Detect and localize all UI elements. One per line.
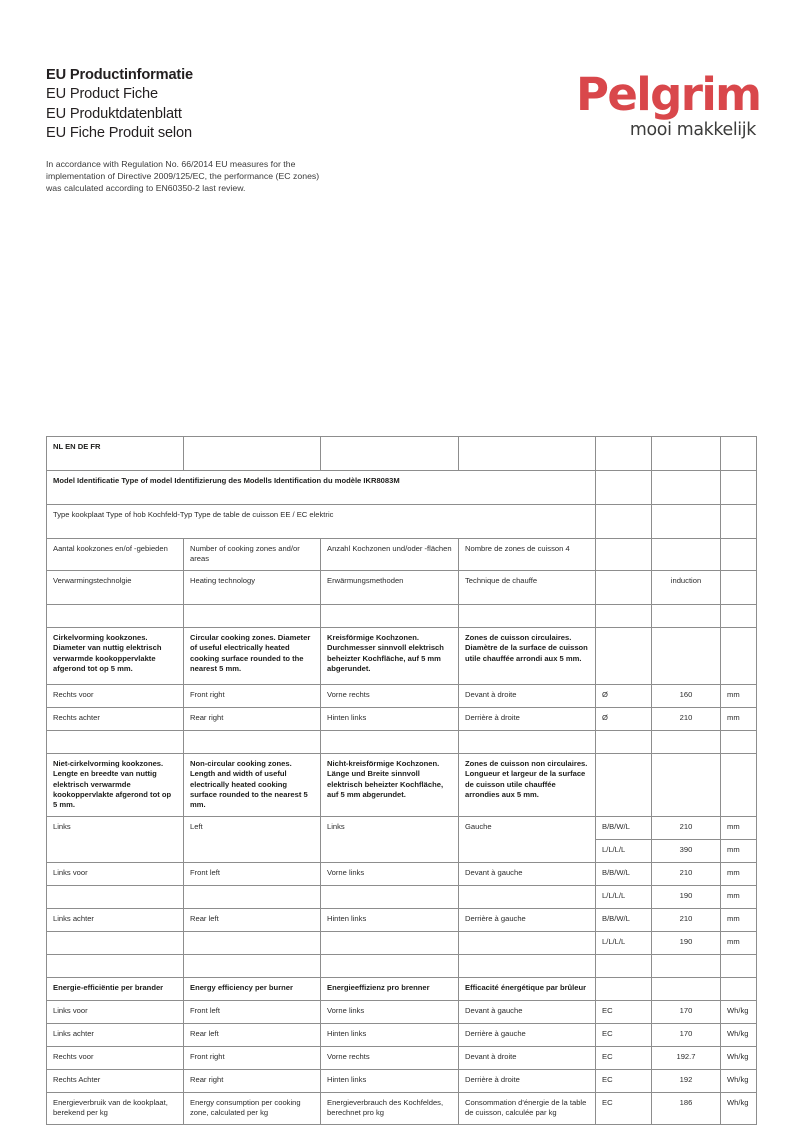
empty-cell (184, 931, 321, 954)
circular-row-0-fr: Devant à droite (459, 684, 596, 707)
empty-cell (652, 604, 721, 627)
empty-cell (459, 730, 596, 753)
empty-cell (721, 570, 757, 604)
efficiency-row-1-value: 170 (652, 1023, 721, 1046)
table-row-efficiency-front-right (47, 1046, 757, 1069)
efficiency-row-1-nl: Links achter (47, 1023, 184, 1046)
empty-cell (184, 954, 321, 977)
zones-label-fr: Nombre de zones de cuisson 4 (459, 539, 596, 571)
circular-header-nl: Cirkelvorming kookzones. Diameter van nuttig elektrisch verwarmde kookoppervlakte afgerond tot op 5 mm. (47, 627, 184, 684)
circular-row-0-nl: Rechts voor (47, 684, 184, 707)
zones-label-de: Anzahl Kochzonen und/oder -flächen (321, 539, 459, 571)
table-row-spacer (47, 730, 757, 753)
circular-row-0-en: Front right (184, 684, 321, 707)
efficiency-row-3-value: 192 (652, 1069, 721, 1092)
table-row-noncircular-left-width (47, 816, 757, 839)
title-line-nl: EU Productinformatie (46, 67, 194, 83)
empty-cell (459, 437, 596, 471)
efficiency-row-0-en: Front left (184, 1000, 321, 1023)
noncircular-row-0-de: Links (321, 816, 459, 862)
efficiency-row-1-symbol: EC (596, 1023, 652, 1046)
zones-label-nl: Aantal kookzones en/of -gebieden (47, 539, 184, 571)
efficiency-row-2-de: Vorne rechts (321, 1046, 459, 1069)
empty-cell (596, 471, 652, 505)
empty-cell (596, 604, 652, 627)
efficiency-header-nl: Energie-efficiëntie per brander (47, 977, 184, 1000)
efficiency-row-1-de: Hinten links (321, 1023, 459, 1046)
efficiency-row-0-nl: Links voor (47, 1000, 184, 1023)
table-row-circular-zones-header (47, 627, 757, 684)
empty-cell (721, 627, 757, 684)
regulation-intro-text: In accordance with Regulation No. 66/2014 EU measures for the implementation of Directive 2009/125/EC, the performance (EC zones) was calculated according to EN60350-2 last review. (46, 159, 320, 194)
noncircular-row-2-fr: Derrière à gauche (459, 908, 596, 931)
efficiency-row-2-fr: Devant à droite (459, 1046, 596, 1069)
circular-header-en: Circular cooking zones. Diameter of useful electrically heated cooking surface rounded to the nearest 5 mm. (184, 627, 321, 684)
zones-label-en: Number of cooking zones and/or areas (184, 539, 321, 571)
noncircular-row-2-de: Hinten links (321, 908, 459, 931)
logo-wordmark: Pelgrim (576, 68, 761, 121)
table-row-efficiency-header (47, 977, 757, 1000)
noncircular-row-1-value-length: 190 (652, 885, 721, 908)
circular-row-1-symbol: Ø (596, 707, 652, 730)
circular-row-0-unit: mm (721, 684, 757, 707)
empty-cell (721, 539, 757, 571)
empty-cell (184, 730, 321, 753)
product-fiche-table (46, 436, 757, 1125)
product-fiche-table-wrapper (46, 436, 756, 1125)
empty-cell (596, 539, 652, 571)
title-line-de: EU Produktdatenblatt (46, 105, 182, 122)
noncircular-row-2-unit-width: mm (721, 908, 757, 931)
table-row-spacer (47, 604, 757, 627)
languages-header-cell: NL EN DE FR (47, 437, 184, 471)
efficiency-header-de: Energieeffizienz pro brenner (321, 977, 459, 1000)
noncircular-row-1-symbol-length: L/L/L/L (596, 885, 652, 908)
noncircular-row-0-en: Left (184, 816, 321, 862)
empty-cell (652, 505, 721, 539)
table-row-energy-consumption (47, 1092, 757, 1124)
empty-cell (459, 931, 596, 954)
empty-cell (596, 753, 652, 816)
efficiency-row-2-en: Front right (184, 1046, 321, 1069)
efficiency-row-0-de: Vorne links (321, 1000, 459, 1023)
noncircular-row-2-symbol-width: B/B/W/L (596, 908, 652, 931)
efficiency-row-4-value: 186 (652, 1092, 721, 1124)
table-row-noncircular-front-left-length (47, 885, 757, 908)
empty-cell (596, 954, 652, 977)
empty-cell (652, 437, 721, 471)
table-row-noncircular-rear-left-length (47, 931, 757, 954)
empty-cell (721, 977, 757, 1000)
noncircular-row-0-value-width: 210 (652, 816, 721, 839)
efficiency-header-en: Energy efficiency per burner (184, 977, 321, 1000)
empty-cell (721, 505, 757, 539)
empty-cell (47, 931, 184, 954)
heating-label-nl: Verwarmingstechnolgie (47, 570, 184, 604)
table-row-heating-technology (47, 570, 757, 604)
empty-cell (652, 471, 721, 505)
table-row-hob-type (47, 505, 757, 539)
noncircular-row-2-nl: Links achter (47, 908, 184, 931)
pelgrim-logo (576, 68, 761, 140)
empty-cell (321, 730, 459, 753)
empty-cell (652, 954, 721, 977)
empty-cell (321, 437, 459, 471)
empty-cell (47, 885, 184, 908)
empty-cell (721, 437, 757, 471)
noncircular-header-fr: Zones de cuisson non circulaires. Longueur et largeur de la surface de cuisson utile chauffée arrondies aux 5 mm. (459, 753, 596, 816)
empty-cell (184, 885, 321, 908)
table-row-noncircular-zones-header (47, 753, 757, 816)
efficiency-row-4-symbol: EC (596, 1092, 652, 1124)
efficiency-row-4-fr: Consommation d'énergie de la table de cuisson, calculée par kg (459, 1092, 596, 1124)
table-row-spacer (47, 954, 757, 977)
empty-cell (721, 954, 757, 977)
efficiency-row-3-unit: Wh/kg (721, 1069, 757, 1092)
noncircular-row-0-fr: Gauche (459, 816, 596, 862)
empty-cell (321, 954, 459, 977)
empty-cell (184, 437, 321, 471)
noncircular-row-1-en: Front left (184, 862, 321, 885)
circular-row-1-nl: Rechts achter (47, 707, 184, 730)
empty-cell (321, 885, 459, 908)
empty-cell (596, 730, 652, 753)
efficiency-row-2-value: 192.7 (652, 1046, 721, 1069)
efficiency-row-1-en: Rear left (184, 1023, 321, 1046)
circular-row-1-de: Hinten links (321, 707, 459, 730)
noncircular-row-1-nl: Links voor (47, 862, 184, 885)
noncircular-row-1-de: Vorne links (321, 862, 459, 885)
efficiency-row-0-value: 170 (652, 1000, 721, 1023)
table-row-circular-rear-right (47, 707, 757, 730)
title-line-fr: EU Fiche Produit selon (46, 125, 192, 142)
empty-cell (652, 539, 721, 571)
table-row-cooking-zones-count (47, 539, 757, 571)
efficiency-row-2-unit: Wh/kg (721, 1046, 757, 1069)
empty-cell (47, 604, 184, 627)
noncircular-row-1-value-width: 210 (652, 862, 721, 885)
empty-cell (184, 604, 321, 627)
table-row-languages (47, 437, 757, 471)
noncircular-row-0-symbol-width: B/B/W/L (596, 816, 652, 839)
noncircular-header-nl: Niet-cirkelvorming kookzones. Lengte en breedte van nuttig elektrisch verwarmde kookoppervlakte afgerond tot op 5 mm. (47, 753, 184, 816)
efficiency-row-3-nl: Rechts Achter (47, 1069, 184, 1092)
efficiency-row-4-nl: Energieverbruik van de kookplaat, berekend per kg (47, 1092, 184, 1124)
document-header (46, 66, 761, 226)
circular-row-1-en: Rear right (184, 707, 321, 730)
empty-cell (652, 730, 721, 753)
noncircular-row-1-unit-width: mm (721, 862, 757, 885)
empty-cell (721, 753, 757, 816)
table-row-noncircular-rear-left-width (47, 908, 757, 931)
empty-cell (596, 627, 652, 684)
efficiency-row-4-unit: Wh/kg (721, 1092, 757, 1124)
noncircular-row-1-unit-length: mm (721, 885, 757, 908)
circular-row-1-value: 210 (652, 707, 721, 730)
noncircular-row-2-unit-length: mm (721, 931, 757, 954)
title-line-en: EU Product Fiche (46, 86, 158, 103)
noncircular-row-2-value-width: 210 (652, 908, 721, 931)
efficiency-row-0-fr: Devant à gauche (459, 1000, 596, 1023)
empty-cell (459, 954, 596, 977)
circular-header-de: Kreisförmige Kochzonen. Durchmesser sinnvoll elektrisch beheizter Kochfläche, auf 5 mm abgerundet. (321, 627, 459, 684)
noncircular-row-0-nl: Links (47, 816, 184, 862)
table-row-circular-front-right (47, 684, 757, 707)
logo-tagline: mooi makkelijk (629, 120, 756, 140)
noncircular-row-0-value-length: 390 (652, 839, 721, 862)
table-row-efficiency-rear-right (47, 1069, 757, 1092)
circular-row-0-symbol: Ø (596, 684, 652, 707)
efficiency-row-3-fr: Derrière à droite (459, 1069, 596, 1092)
empty-cell (596, 505, 652, 539)
efficiency-row-2-nl: Rechts voor (47, 1046, 184, 1069)
empty-cell (721, 730, 757, 753)
empty-cell (596, 977, 652, 1000)
noncircular-row-0-unit-length: mm (721, 839, 757, 862)
page-title (46, 66, 406, 144)
empty-cell (321, 604, 459, 627)
empty-cell (47, 730, 184, 753)
efficiency-header-fr: Efficacité énergétique par brûleur (459, 977, 596, 1000)
noncircular-header-en: Non-circular cooking zones. Length and width of useful electrically heated cooking surface rounded to the nearest 5 mm. (184, 753, 321, 816)
efficiency-row-3-en: Rear right (184, 1069, 321, 1092)
noncircular-row-0-unit-width: mm (721, 816, 757, 839)
heating-label-de: Erwärmungsmethoden (321, 570, 459, 604)
circular-row-0-value: 160 (652, 684, 721, 707)
efficiency-row-4-de: Energieverbrauch des Kochfeldes, berechnet pro kg (321, 1092, 459, 1124)
empty-cell (652, 627, 721, 684)
noncircular-row-1-fr: Devant à gauche (459, 862, 596, 885)
empty-cell (596, 570, 652, 604)
empty-cell (721, 604, 757, 627)
empty-cell (596, 437, 652, 471)
heating-label-en: Heating technology (184, 570, 321, 604)
efficiency-row-1-fr: Derrière à gauche (459, 1023, 596, 1046)
noncircular-row-2-symbol-length: L/L/L/L (596, 931, 652, 954)
model-identification-cell: Model Identificatie Type of model Identifizierung des Modells Identification du modèle IKR8083M (47, 471, 596, 505)
empty-cell (652, 977, 721, 1000)
noncircular-row-1-symbol-width: B/B/W/L (596, 862, 652, 885)
efficiency-row-3-symbol: EC (596, 1069, 652, 1092)
efficiency-row-0-symbol: EC (596, 1000, 652, 1023)
efficiency-row-4-en: Energy consumption per cooking zone, calculated per kg (184, 1092, 321, 1124)
table-row-efficiency-front-left (47, 1000, 757, 1023)
empty-cell (652, 753, 721, 816)
noncircular-header-de: Nicht-kreisförmige Kochzonen. Länge und Breite sinnvoll elektrisch beheizter Kochfläche, auf 5 mm abgerundet. (321, 753, 459, 816)
circular-header-fr: Zones de cuisson circulaires. Diamètre de la surface de cuisson utile chauffée arrondi aux 5 mm. (459, 627, 596, 684)
table-row-efficiency-rear-left (47, 1023, 757, 1046)
hob-type-cell: Type kookplaat Type of hob Kochfeld-Typ Type de table de cuisson EE / EC elektric (47, 505, 596, 539)
efficiency-row-3-de: Hinten links (321, 1069, 459, 1092)
empty-cell (459, 604, 596, 627)
empty-cell (47, 954, 184, 977)
efficiency-row-1-unit: Wh/kg (721, 1023, 757, 1046)
table-row-model-identification (47, 471, 757, 505)
heating-technology-value: induction (652, 570, 721, 604)
noncircular-row-2-en: Rear left (184, 908, 321, 931)
circular-row-1-fr: Derrière à droite (459, 707, 596, 730)
empty-cell (721, 471, 757, 505)
noncircular-row-2-value-length: 190 (652, 931, 721, 954)
empty-cell (459, 885, 596, 908)
heating-label-fr: Technique de chauffe (459, 570, 596, 604)
efficiency-row-2-symbol: EC (596, 1046, 652, 1069)
circular-row-1-unit: mm (721, 707, 757, 730)
circular-row-0-de: Vorne rechts (321, 684, 459, 707)
efficiency-row-0-unit: Wh/kg (721, 1000, 757, 1023)
table-row-noncircular-front-left-width (47, 862, 757, 885)
empty-cell (321, 931, 459, 954)
noncircular-row-0-symbol-length: L/L/L/L (596, 839, 652, 862)
